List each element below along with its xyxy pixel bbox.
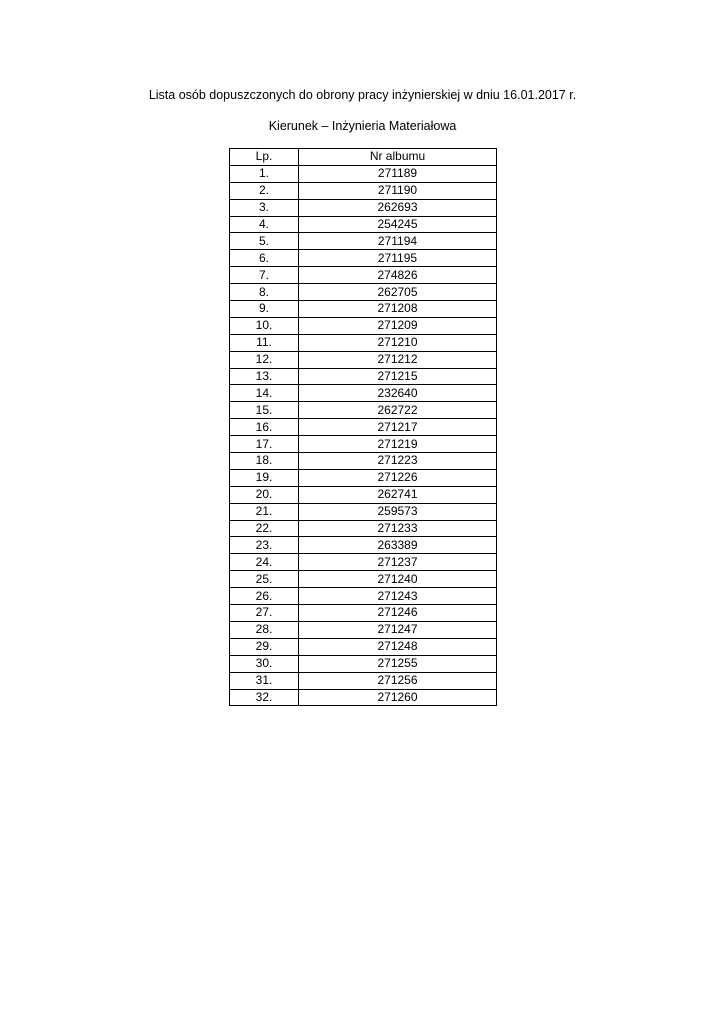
row-lp-cell: 17. xyxy=(230,436,299,453)
row-lp-cell: 27. xyxy=(230,605,299,622)
row-nr-albumu-cell: 271226 xyxy=(299,469,497,486)
row-nr-albumu-cell: 271212 xyxy=(299,351,497,368)
row-nr-albumu-cell: 262705 xyxy=(299,284,497,301)
row-nr-albumu-cell: 271210 xyxy=(299,334,497,351)
row-lp-cell: 30. xyxy=(230,655,299,672)
table-row xyxy=(230,571,497,588)
table-row xyxy=(230,520,497,537)
table-row xyxy=(230,554,497,571)
document-title: Lista osób dopuszczonych do obrony pracy inżynierskiej w dniu 16.01.2017 r. xyxy=(148,88,577,102)
table-row xyxy=(230,317,497,334)
row-nr-albumu-cell: 271240 xyxy=(299,571,497,588)
column-header-nr-albumu: Nr albumu xyxy=(299,149,497,166)
row-nr-albumu-cell: 274826 xyxy=(299,267,497,284)
table-row xyxy=(230,672,497,689)
row-lp-cell: 18. xyxy=(230,453,299,470)
row-lp-cell: 29. xyxy=(230,638,299,655)
row-nr-albumu-cell: 271219 xyxy=(299,436,497,453)
row-lp-cell: 1. xyxy=(230,165,299,182)
row-nr-albumu-cell: 271217 xyxy=(299,419,497,436)
row-nr-albumu-cell: 271260 xyxy=(299,689,497,706)
table-row xyxy=(230,419,497,436)
row-lp-cell: 32. xyxy=(230,689,299,706)
row-lp-cell: 9. xyxy=(230,301,299,318)
row-lp-cell: 20. xyxy=(230,486,299,503)
row-nr-albumu-cell: 271248 xyxy=(299,638,497,655)
table-row xyxy=(230,233,497,250)
table-row xyxy=(230,368,497,385)
row-lp-cell: 3. xyxy=(230,199,299,216)
row-lp-cell: 11. xyxy=(230,334,299,351)
row-lp-cell: 5. xyxy=(230,233,299,250)
table-row xyxy=(230,537,497,554)
row-lp-cell: 2. xyxy=(230,182,299,199)
row-nr-albumu-cell: 271243 xyxy=(299,588,497,605)
table-row xyxy=(230,199,497,216)
row-lp-cell: 25. xyxy=(230,571,299,588)
row-lp-cell: 19. xyxy=(230,469,299,486)
table-row xyxy=(230,402,497,419)
row-lp-cell: 22. xyxy=(230,520,299,537)
row-lp-cell: 31. xyxy=(230,672,299,689)
row-lp-cell: 23. xyxy=(230,537,299,554)
row-lp-cell: 10. xyxy=(230,317,299,334)
row-lp-cell: 21. xyxy=(230,503,299,520)
row-lp-cell: 13. xyxy=(230,368,299,385)
row-lp-cell: 8. xyxy=(230,284,299,301)
table-row xyxy=(230,385,497,402)
table-row xyxy=(230,605,497,622)
row-nr-albumu-cell: 262741 xyxy=(299,486,497,503)
table-row xyxy=(230,453,497,470)
table-row xyxy=(230,250,497,267)
row-nr-albumu-cell: 263389 xyxy=(299,537,497,554)
row-nr-albumu-cell: 271215 xyxy=(299,368,497,385)
row-nr-albumu-cell: 271233 xyxy=(299,520,497,537)
table-body xyxy=(230,165,497,706)
row-lp-cell: 28. xyxy=(230,621,299,638)
row-lp-cell: 4. xyxy=(230,216,299,233)
row-nr-albumu-cell: 259573 xyxy=(299,503,497,520)
table-header-row xyxy=(230,149,497,166)
table-row xyxy=(230,182,497,199)
album-table xyxy=(229,148,497,706)
table-row xyxy=(230,165,497,182)
row-nr-albumu-cell: 262693 xyxy=(299,199,497,216)
row-nr-albumu-cell: 271209 xyxy=(299,317,497,334)
row-lp-cell: 24. xyxy=(230,554,299,571)
row-nr-albumu-cell: 271189 xyxy=(299,165,497,182)
table-row xyxy=(230,621,497,638)
table-row xyxy=(230,301,497,318)
row-nr-albumu-cell: 271194 xyxy=(299,233,497,250)
table-row xyxy=(230,267,497,284)
table-row xyxy=(230,503,497,520)
table-row xyxy=(230,469,497,486)
table-row xyxy=(230,284,497,301)
row-lp-cell: 6. xyxy=(230,250,299,267)
document-subtitle: Kierunek – Inżynieria Materiałowa xyxy=(268,119,457,133)
table-row xyxy=(230,436,497,453)
table-row xyxy=(230,216,497,233)
column-header-lp: Lp. xyxy=(230,149,299,166)
table-row xyxy=(230,334,497,351)
row-lp-cell: 15. xyxy=(230,402,299,419)
row-nr-albumu-cell: 271190 xyxy=(299,182,497,199)
row-nr-albumu-cell: 271223 xyxy=(299,453,497,470)
table-row xyxy=(230,351,497,368)
row-nr-albumu-cell: 271237 xyxy=(299,554,497,571)
row-nr-albumu-cell: 271208 xyxy=(299,301,497,318)
row-nr-albumu-cell: 254245 xyxy=(299,216,497,233)
row-lp-cell: 16. xyxy=(230,419,299,436)
row-nr-albumu-cell: 271246 xyxy=(299,605,497,622)
row-lp-cell: 26. xyxy=(230,588,299,605)
table-row xyxy=(230,588,497,605)
row-nr-albumu-cell: 271255 xyxy=(299,655,497,672)
row-lp-cell: 12. xyxy=(230,351,299,368)
row-lp-cell: 7. xyxy=(230,267,299,284)
row-nr-albumu-cell: 271195 xyxy=(299,250,497,267)
row-nr-albumu-cell: 271247 xyxy=(299,621,497,638)
table-row xyxy=(230,689,497,706)
table-row xyxy=(230,486,497,503)
row-lp-cell: 14. xyxy=(230,385,299,402)
row-nr-albumu-cell: 271256 xyxy=(299,672,497,689)
table-row xyxy=(230,638,497,655)
table-row xyxy=(230,655,497,672)
row-nr-albumu-cell: 262722 xyxy=(299,402,497,419)
row-nr-albumu-cell: 232640 xyxy=(299,385,497,402)
